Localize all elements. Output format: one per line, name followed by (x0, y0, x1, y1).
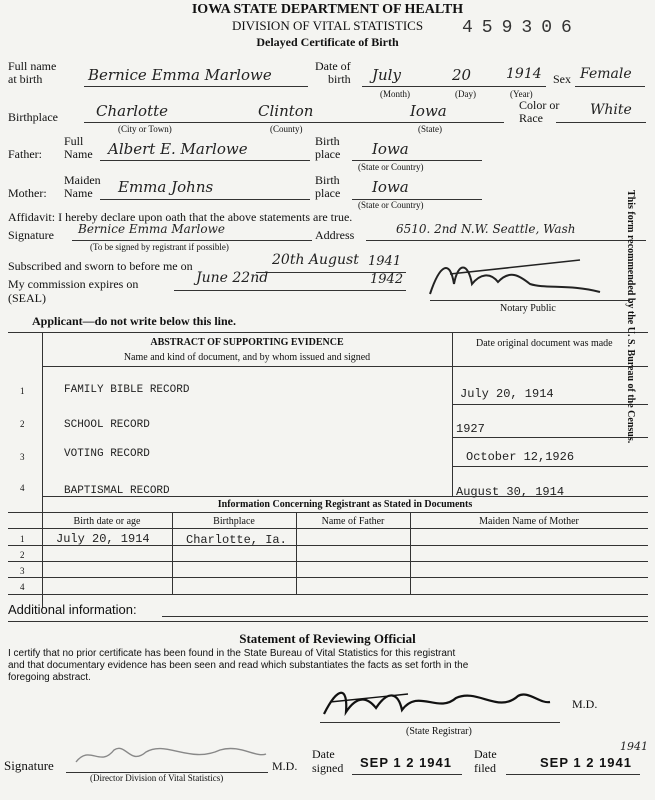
additional-info-line (162, 616, 648, 617)
abstract-row-line (452, 437, 648, 438)
race-line (556, 122, 646, 123)
father-name-label: Name (64, 147, 93, 161)
info-row-num: 1 (20, 534, 25, 544)
abstract-title: ABSTRACT OF SUPPORTING EVIDENCE (150, 337, 344, 348)
info-top-border (42, 496, 648, 497)
abstract-doc-header: Name and kind of document, and by whom issued and signed (123, 352, 371, 363)
date-signed-label-2: signed (312, 761, 344, 775)
division-title: DIVISION OF VITAL STATISTICS (231, 18, 424, 33)
mother-name-value: Emma Johns (118, 178, 214, 196)
abstract-date-header: Date original document was made (476, 338, 613, 349)
info-row-num: 3 (20, 566, 25, 576)
commission-line (174, 290, 406, 291)
abstract-row-line (452, 466, 648, 467)
sex-line (575, 86, 645, 87)
birth-month-value: July (372, 66, 401, 84)
notary-signature (420, 254, 610, 302)
abstract-top-border (8, 332, 648, 333)
additional-info-label: Additional information: (8, 602, 137, 617)
info-row-place: Charlotte, Ia. (186, 533, 287, 547)
abstract-row-date: August 30, 1914 (456, 485, 565, 499)
commission-label: My commission expires on (8, 277, 139, 291)
registrant-signature: Bernice Emma Marlowe (78, 222, 225, 236)
signature-label: Signature (8, 228, 54, 242)
certificate-title: Delayed Certificate of Birth (256, 35, 399, 49)
notary-caption: Notary Public (500, 303, 556, 314)
father-name-value: Albert E. Marlowe (108, 140, 248, 158)
race-label: Race (519, 111, 543, 125)
seal-label: (SEAL) (8, 291, 46, 305)
father-place-label: place (315, 147, 341, 161)
father-name-line (100, 160, 310, 161)
abstract-header-border (42, 366, 648, 367)
info-header-bottom (8, 528, 648, 529)
registrar-md: M.D. (572, 697, 598, 711)
registrar-line (320, 722, 560, 723)
abstract-row-doc: SCHOOL RECORD (64, 419, 150, 431)
color-or-label: Color or (519, 98, 560, 112)
registrar-signature (318, 684, 558, 724)
at-birth-label: at birth (8, 72, 43, 86)
sex-value: Female (580, 66, 632, 82)
county-caption: (County) (270, 124, 303, 134)
abstract-row-doc: FAMILY BIBLE RECORD (64, 384, 190, 396)
info-row-num: 4 (20, 582, 25, 592)
signature-line (72, 240, 312, 241)
mother-birthplace-value: Iowa (372, 178, 409, 196)
month-caption: (Month) (380, 89, 410, 99)
review-text-3: foregoing abstract. (8, 672, 91, 683)
birth-day-value: 20 (452, 66, 472, 84)
year-caption: (Year) (510, 89, 533, 99)
address-label: Address (315, 228, 355, 242)
state-registrar-caption: (State Registrar) (406, 726, 472, 737)
director-caption: (Director Division of Vital Statistics) (90, 773, 224, 783)
date-filed-stamp: SEP 1 2 1941 (540, 755, 632, 770)
director-md: M.D. (272, 759, 298, 773)
commission-year-value: 1942 (370, 272, 404, 287)
address-value: 6510. 2nd N.W. Seattle, Wash (396, 222, 576, 236)
father-birthplace-line (352, 160, 482, 161)
mother-state-caption: (State or Country) (358, 200, 424, 210)
review-title: Statement of Reviewing Official (239, 631, 416, 646)
mother-name-label: Name (64, 186, 93, 200)
director-signature (70, 740, 270, 770)
date-filed-label-1: Date (474, 747, 497, 761)
to-be-signed-caption: (To be signed by registrant if possible) (90, 242, 229, 252)
info-row-line (8, 577, 648, 578)
sworn-year-value: 1941 (368, 254, 402, 269)
date-signed-label-1: Date (312, 747, 335, 761)
abstract-row-num: 4 (20, 483, 25, 493)
filed-year-note: 1941 (620, 740, 648, 753)
review-text-2: and that documentary evidence has been seen and read which substantiates the facts as set forth in the (8, 660, 469, 671)
sex-label: Sex (553, 72, 571, 86)
certificate-number: 459306 (462, 18, 581, 38)
review-text-1: I certify that no prior certificate has been found in the State Bureau of Vital Statistics for this registrant (8, 648, 456, 659)
race-value: White (590, 102, 632, 118)
date-signed-line (352, 774, 462, 775)
abstract-left-border (42, 332, 43, 608)
state-caption: (State) (418, 124, 442, 134)
abstract-row-num: 2 (20, 419, 25, 429)
info-header-father: Name of Father (321, 516, 385, 527)
applicant-notice: Applicant—do not write below this line. (32, 314, 237, 328)
abstract-row-line (452, 404, 648, 405)
sworn-date-value: 20th August (272, 252, 359, 268)
address-line (366, 240, 646, 241)
info-header-date: Birth date or age (73, 516, 141, 527)
mother-name-line (100, 199, 310, 200)
abstract-row-date: July 20, 1914 (460, 387, 554, 401)
birthplace-city-value: Charlotte (96, 102, 169, 120)
full-name-line (84, 86, 308, 87)
notary-line (430, 300, 630, 301)
mother-birth-label: Birth (315, 173, 340, 187)
date-signed-stamp: SEP 1 2 1941 (360, 755, 452, 770)
full-name-value: Bernice Emma Marlowe (88, 66, 272, 84)
abstract-row-doc: VOTING RECORD (64, 448, 150, 460)
father-birthplace-value: Iowa (372, 140, 409, 158)
birthplace-line (84, 122, 504, 123)
birth-year-value: 1914 (506, 66, 542, 82)
date-filed-line (506, 774, 640, 775)
date-line (362, 86, 546, 87)
info-bottom-border (8, 594, 648, 595)
day-caption: (Day) (455, 89, 476, 99)
birth-label: birth (328, 72, 351, 86)
director-signature-label: Signature (4, 758, 54, 773)
info-title: Information Concerning Registrant as Stated in Documents (217, 499, 473, 510)
mother-place-label: place (315, 186, 341, 200)
review-divider (8, 621, 648, 622)
abstract-row-doc: BAPTISMAL RECORD (64, 485, 170, 497)
abstract-date-divider (452, 332, 453, 496)
info-row-date: July 20, 1914 (56, 532, 150, 546)
date-of-label: Date of (315, 59, 351, 73)
affidavit-text: Affidavit: I hereby declare upon oath that the above statements are true. (8, 210, 353, 224)
info-header-place: Birthplace (213, 516, 255, 527)
birthplace-label: Birthplace (8, 110, 58, 124)
full-name-label: Full name (8, 59, 57, 73)
abstract-row-num: 3 (20, 452, 25, 462)
subscribed-label: Subscribed and sworn to before me on (8, 259, 193, 273)
census-side-note: This form recommended by the U. S. Bureau of the Census. (625, 190, 636, 444)
mother-label: Mother: (8, 186, 47, 200)
father-label: Father: (8, 147, 42, 161)
abstract-row-date: 1927 (456, 422, 485, 436)
mother-maiden-label: Maiden (64, 173, 101, 187)
info-row-line (8, 545, 648, 546)
info-header-top (8, 512, 648, 513)
abstract-row-date: October 12,1926 (466, 450, 575, 464)
father-state-caption: (State or Country) (358, 162, 424, 172)
info-row-line (8, 561, 648, 562)
date-filed-label-2: filed (474, 761, 496, 775)
info-row-num: 2 (20, 550, 25, 560)
info-header-mother: Maiden Name of Mother (479, 516, 579, 527)
abstract-row-num: 1 (20, 386, 25, 396)
father-birth-label: Birth (315, 134, 340, 148)
birthplace-state-value: Iowa (410, 102, 447, 120)
department-title: IOWA STATE DEPARTMENT OF HEALTH (191, 2, 464, 17)
city-caption: (City or Town) (118, 124, 172, 134)
father-full-label: Full (64, 134, 84, 148)
commission-date-value: June 22nd (196, 270, 269, 286)
birthplace-county-value: Clinton (258, 102, 314, 120)
